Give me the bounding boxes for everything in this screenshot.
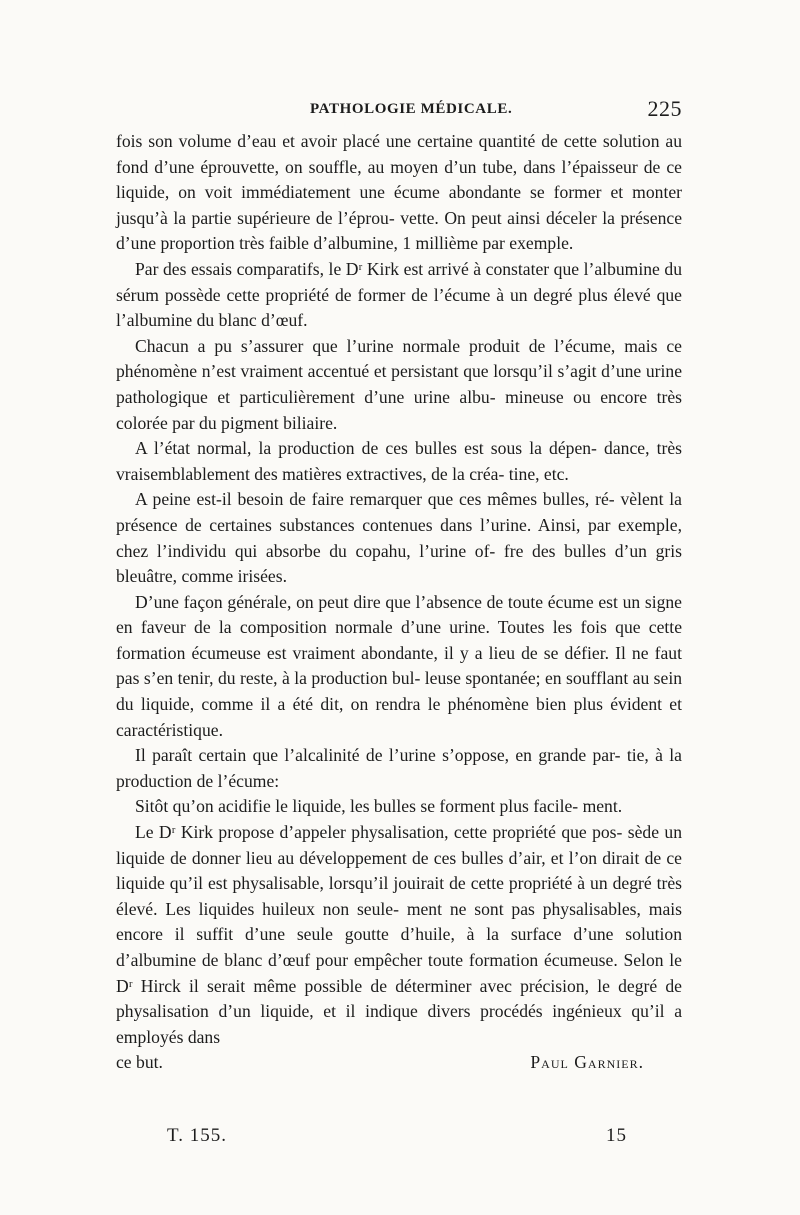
text-line: d’albumine, 1 millième par exemple. bbox=[313, 233, 574, 254]
text-line: et l’on dirait de ce liquide qu’il est physalisable, lorsqu’il jouirait de bbox=[116, 847, 682, 894]
text-line: Par des essais comparatifs, le Dʳ Kirk est arrivé à constater que bbox=[135, 258, 580, 279]
text-line: on rendra le phénomène bien plus évident et caractéristique. bbox=[116, 694, 682, 740]
text-line: l’albumine du sérum possède cette propriété de former de l’écume à bbox=[116, 258, 682, 305]
author-signature: Paul Garnier. bbox=[530, 1052, 644, 1073]
text-line: D’une façon générale, on peut dire que l’absence de toute écume est bbox=[135, 591, 618, 612]
text-line: ment ne sont pas physalisables, mais encore il suffit d’une seule goutte bbox=[116, 898, 682, 945]
text-line: fre des bulles d’un gris bleuâtre, comme irisées. bbox=[116, 540, 682, 587]
text-line: ment. bbox=[582, 796, 623, 817]
text-line: cette propriété à un degré très élevé. Les liquides huileux non seule- bbox=[116, 873, 683, 919]
paragraph bbox=[116, 436, 682, 487]
text-line: possible de déterminer avec précision, le degré de physalisation d’un bbox=[116, 975, 682, 1022]
text-line: s’agit d’une urine pathologique et particulièrement d’une urine albu- bbox=[116, 361, 683, 407]
text-line: un degré plus élevé que l’albumine du blanc d’œuf. bbox=[116, 284, 682, 331]
page-header bbox=[116, 96, 682, 127]
signature-mark: 15 bbox=[606, 1125, 627, 1146]
paragraph bbox=[116, 129, 682, 257]
page-number: 225 bbox=[647, 96, 682, 121]
text-line: fois son volume d’eau et avoir placé une certaine quantité de cette bbox=[116, 131, 597, 151]
text-line: A peine est-il besoin de faire remarquer que ces mêmes bulles, ré- bbox=[135, 489, 615, 510]
text-line: tine, etc. bbox=[508, 463, 569, 484]
text-line: liquide, et il indique divers procédés ingénieux qu’il a employés dans bbox=[116, 1001, 683, 1047]
paragraph bbox=[116, 487, 682, 589]
body-text bbox=[116, 129, 682, 1076]
text-line: tie, à la production de l’écume: bbox=[116, 745, 682, 791]
text-line: Sitôt qu’on acidifie le liquide, les bulles se forment plus facile- bbox=[135, 796, 579, 817]
running-title: PATHOLOGIE MÉDICALE. bbox=[310, 101, 513, 117]
text-line: empêcher toute formation écumeuse. Selon le Dʳ Hirck il serait même bbox=[116, 950, 682, 996]
text-line: leuse spontanée; en soufflant au sein du liquide, comme il a été dit, bbox=[116, 668, 682, 715]
closing-line bbox=[116, 1050, 682, 1076]
text-line: solution au fond d’une éprouvette, on souffle, au moyen d’un tube, bbox=[116, 131, 683, 177]
text-line: d’huile, à la surface d’une solution d’albumine de blanc d’œuf pour bbox=[116, 924, 683, 970]
volume-mark: T. 155. bbox=[167, 1125, 227, 1146]
text-line: Il paraît certain que l’alcalinité de l’urine s’oppose, en grande par- bbox=[135, 745, 621, 766]
paragraph bbox=[116, 743, 682, 794]
text-line: dance, très vraisemblablement des matières extractives, de la créa- bbox=[116, 438, 682, 484]
text-line: ce phénomène n’est vraiment accentué et persistant que lorsqu’il bbox=[116, 335, 682, 382]
text-line: Chacun a pu s’assurer que l’urine normale produit de l’écume, mais bbox=[135, 335, 658, 356]
text-line: fois que cette formation écumeuse est vraiment abondante, il y a lieu bbox=[116, 617, 683, 663]
text-line: vette. On peut ainsi déceler la présence d’une proportion très faible bbox=[116, 207, 682, 254]
paragraph bbox=[116, 794, 682, 820]
text-line: dans l’épaisseur de ce liquide, on voit immédiatement une écume bbox=[116, 156, 682, 203]
paragraph bbox=[116, 257, 682, 334]
text-line: de se défier. Il ne faut pas s’en tenir, du reste, à la production bul- bbox=[116, 642, 682, 689]
text-line: abondante se former et monter jusqu’à la partie supérieure de l’éprou- bbox=[116, 182, 682, 228]
text-line: Ainsi, par exemple, chez l’individu qui absorbe du copahu, l’urine of- bbox=[116, 514, 682, 561]
paragraph bbox=[116, 590, 682, 744]
paragraph bbox=[116, 820, 682, 1050]
text-line: Le Dʳ Kirk propose d’appeler physalisation, cette propriété que pos- bbox=[135, 822, 623, 843]
text-line: vèlent la présence de certaines substances contenues dans l’urine. bbox=[116, 489, 682, 535]
text-line: un signe en faveur de la composition normale d’une urine. Toutes les bbox=[116, 591, 682, 638]
text-line: ce but. bbox=[116, 1052, 163, 1073]
text-line: A l’état normal, la production de ces bulles est sous la dépen- bbox=[135, 438, 597, 459]
text-line: sède un liquide de donner lieu au développement de ces bulles d’air, bbox=[116, 822, 683, 868]
paragraph bbox=[116, 334, 682, 436]
text-line: mineuse ou encore très colorée par du pigment biliaire. bbox=[116, 386, 682, 433]
